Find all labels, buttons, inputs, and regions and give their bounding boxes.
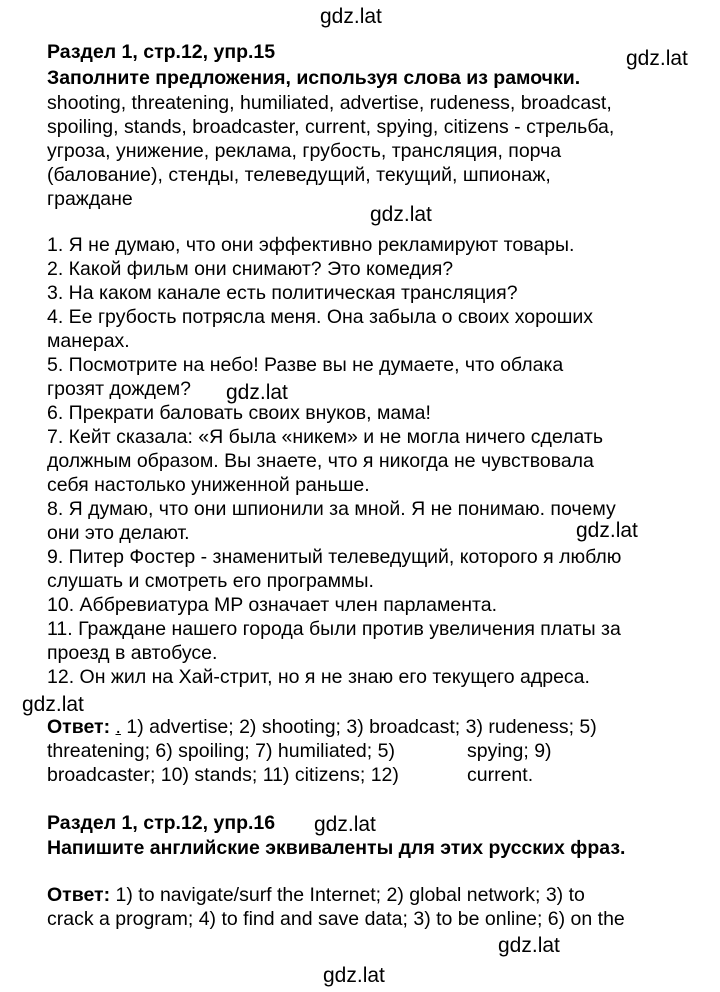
watermark: gdz.lat [370,203,432,226]
watermark: gdz.lat [626,47,688,70]
sentence-line: 5. Посмотрите на небо! Разве вы не думаете, что облака [47,354,564,376]
sentence-line: 2. Какой фильм они снимают? Это комедия? [47,258,454,280]
watermark: gdz.lat [22,693,84,716]
answer-label: Ответ: [47,884,111,906]
sentence-line: 3. На каком канале есть политическая трансляция? [47,282,518,304]
vocab-line: (балование), стенды, телеведущий, текущий, шпионаж, [47,164,551,186]
sentence-line: 9. Питер Фостер - знаменитый телеведущий, которого я люблю [47,546,622,568]
vocab-line: spoiling, stands, broadcaster, current, spying, citizens - стрельба, [47,116,615,138]
sentence-line: 6. Прекрати баловать своих внуков, мама! [47,402,431,424]
sentence-line: 4. Ее грубость потрясла меня. Она забыла о своих хороших [47,306,594,328]
sentence-line: 8. Я думаю, что они шпионили за мной. Я не понимаю. почему [47,498,616,520]
sentence-line: слушать и смотреть его программы. [47,570,374,592]
answer-line [47,763,647,787]
task-instruction: Заполните предложения, используя слова из рамочки. [47,67,581,89]
answer-line [47,715,597,739]
answer-label: Ответ: [47,716,111,738]
answer-line [47,883,585,907]
sentence-line: они это делают. [47,522,190,544]
answer-text: 1) to navigate/surf the Internet; 2) global network; 3) to [115,884,585,906]
sentence-line: грозят дождем? [47,378,191,400]
watermark: gdz.lat [226,381,288,404]
task-instruction: Напишите английские эквиваленты для этих русских фраз. [47,837,626,859]
sentence-line: 1. Я не думаю, что они эффективно рекламируют товары. [47,234,575,256]
watermark: gdz.lat [314,813,376,836]
vocab-line: shooting, threatening, humiliated, advertise, rudeness, broadcast, [47,92,612,114]
answer-text: current. [467,764,534,786]
vocab-line: граждане [47,188,133,210]
watermark: gdz.lat [498,934,560,957]
answer-line: crack a program; 4) to find and save data; 3) to be online; 6) on the [47,908,625,930]
answer-text: broadcaster; 10) stands; 11) citizens; 12) [47,764,399,786]
answer-line [47,739,647,763]
sentence-line: себя настолько униженной раньше. [47,474,370,496]
sentence-line: 11. Граждане нашего города были против увеличения платы за [47,618,621,640]
sentence-line: 12. Он жил на Хай-стрит, но я не знаю его текущего адреса. [47,666,590,688]
watermark: gdz.lat [323,964,385,987]
sentence-line: проезд в автобусе. [47,642,218,664]
answer-marker: . [115,716,121,738]
answer-text: threatening; 6) spoiling; 7) humiliated; 5) [47,740,395,762]
sentence-line: манерах. [47,330,130,352]
watermark: gdz.lat [576,519,638,542]
sentence-line: 10. Аббревиатура MP означает член парламента. [47,594,498,616]
section-heading: Раздел 1, стр.12, упр.15 [47,41,276,63]
watermark: gdz.lat [320,5,382,28]
sentence-line: 7. Кейт сказала: «Я была «никем» и не могла ничего сделать [47,426,603,448]
vocab-line: угроза, унижение, реклама, грубость, трансляция, порча [47,140,562,162]
answer-text: 1) advertise; 2) shooting; 3) broadcast; 3) rudeness; 5) [126,716,597,738]
sentence-line: должным образом. Вы знаете, что я никогда не чувствовала [47,450,594,472]
answer-text: spying; 9) [467,740,552,762]
section-heading: Раздел 1, стр.12, упр.16 [47,812,276,834]
